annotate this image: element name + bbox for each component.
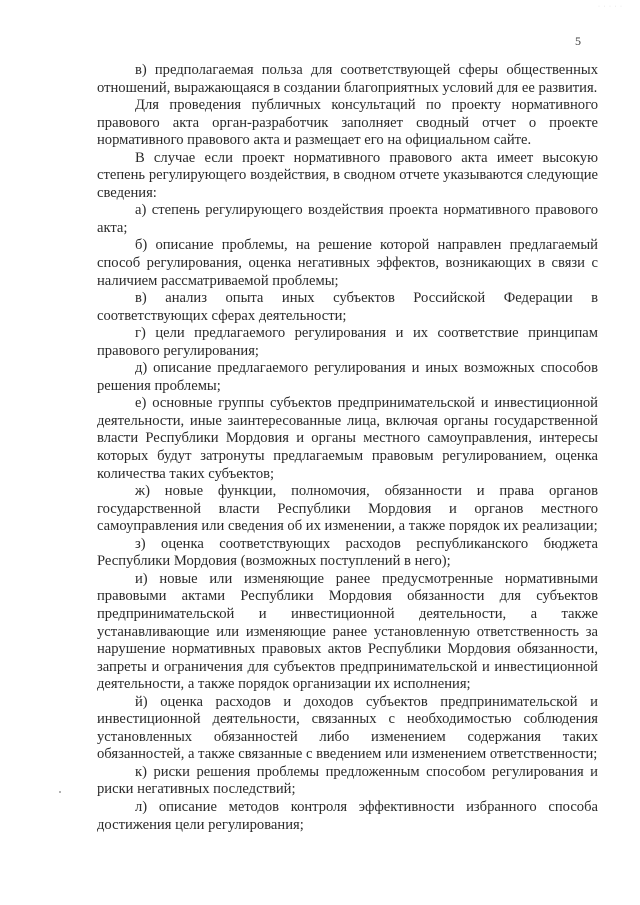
list-item-zh: ж) новые функции, полномочия, обязанности и права органов государственной власти Республики Мордовия и органов местного самоуправления или сведения об их изменении, а также порядок их реализации;: [97, 483, 598, 535]
paragraph-high-impact-intro: В случае если проект нормативного правового акта имеет высокую степень регулирующего воздействия, в сводном отчете указываются следующие сведения:: [97, 149, 598, 201]
page-number: 5: [575, 34, 581, 48]
list-item-g: г) цели предлагаемого регулирования и их соответствие принципам правового регулирования;: [97, 325, 598, 359]
list-item-l: л) описание методов контроля эффективности избранного способа достижения цели регулирования;: [97, 798, 598, 833]
list-item-d: д) описание предлагаемого регулирования и иных возможных способов решения проблемы;: [97, 360, 598, 394]
list-item-k: к) риски решения проблемы предложенным способом регулирования и риски негативных последствий;: [97, 763, 598, 798]
list-item-i: и) новые или изменяющие ранее предусмотренные нормативными правовыми актами Республики Мордовия обязанности для субъектов предпринимательской и инвестиционной деятельности, а также устанавливающие или изменяющие ранее установленную ответственность за нарушение нормативных правовых актов Республики Мордовия обязанности, запреты и ограничения для субъектов предпринимательской и инвестиционной деятельности, а также порядок организации их исполнения;: [97, 570, 598, 693]
scan-corner-mark: · · · · ·: [598, 4, 623, 10]
list-item-z: з) оценка соответствующих расходов республиканского бюджета Республики Мордовия (возможных поступлений в него);: [97, 535, 598, 570]
list-item-a: а) степень регулирующего воздействия проекта нормативного правового акта;: [97, 202, 598, 236]
margin-dot: [59, 791, 61, 793]
list-item-e: е) основные группы субъектов предпринимательской и инвестиционной деятельности, иные заинтересованные лица, включая органы государственной власти Республики Мордовия и органы местного самоуправления, интересы которых будут затронуты предлагаемым правовым регулированием, оценка количества таких субъектов;: [97, 395, 598, 482]
paragraph-v-benefit: в) предполагаемая польза для соответствующей сферы общественных отношений, выражающаяся в создании благоприятных условий для ее развития.: [97, 62, 598, 96]
list-item-b: б) описание проблемы, на решение которой направлен предлагаемый способ регулирования, оценка негативных эффектов, возникающих в связи с наличием рассматриваемой проблемы;: [97, 237, 598, 289]
document-body: [97, 62, 598, 834]
list-item-i-kratkoe: й) оценка расходов и доходов субъектов предпринимательской и инвестиционной деятельности, связанных с необходимостью соблюдения установленных обязанностей либо изменением содержания таких обязанностей, а также связанные с введением или изменением ответственности;: [97, 693, 598, 763]
list-item-v: в) анализ опыта иных субъектов Российской Федерации в соответствующих сферах деятельности;: [97, 290, 598, 324]
paragraph-public-consultations: Для проведения публичных консультаций по проекту нормативного правового акта орган-разработчик заполняет сводный отчет о проекте нормативного правового акта и размещает его на официальном сайте.: [97, 97, 598, 149]
